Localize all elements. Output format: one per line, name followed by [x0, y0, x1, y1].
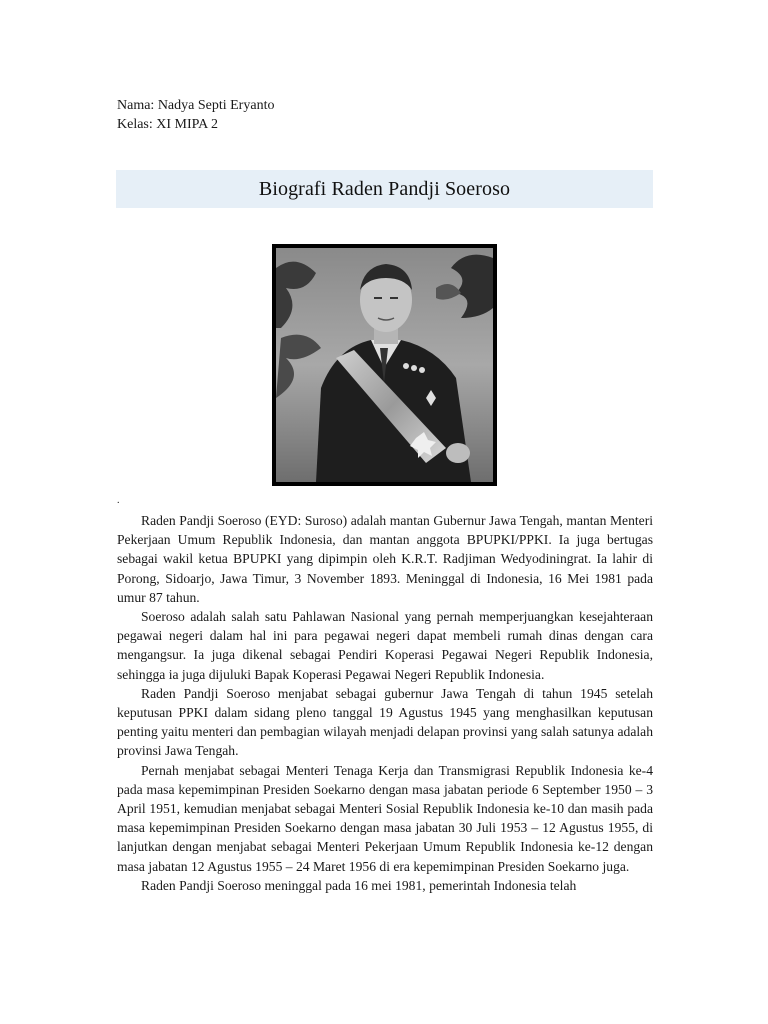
student-name: Nama: Nadya Septi Eryanto — [117, 98, 275, 113]
portrait-photo — [272, 244, 497, 486]
paragraph: Raden Pandji Soeroso (EYD: Suroso) adalah mantan Gubernur Jawa Tengah, mantan Menteri Pekerjaan Umum Republik Indonesia, dan mantan anggota BPUPKI/PPKI. Ia juga bertugas sebagai wakil ketua BPUPKI yang dipimpin oleh K.R.T. Radjiman Wedyodiningrat. Ia lahir di Porong, Sidoarjo, Jawa Timur, 3 November 1893. Meninggal di Indonesia, 16 Mei 1981 pada umur 87 tahun. — [117, 513, 653, 605]
paragraph: Raden Pandji Soeroso meninggal pada 16 mei 1981, pemerintah Indonesia telah — [141, 877, 577, 893]
paragraph: Soeroso adalah salah satu Pahlawan Nasional yang pernah memperjuangkan kesejahteraan pegawai negeri dalam hal ini para pegawai negeri dapat membeli rumah dinas dengan cara mengangsur. Ia juga dikenal sebagai Pendiri Koperasi Pegawai Negeri Republik Indonesia, sehingga ia juga dijuluki Bapak Koperasi Pegawai Negeri Republik Indonesia. — [117, 609, 653, 682]
portrait-image — [276, 248, 493, 482]
student-info — [117, 96, 274, 134]
document-title: Biografi Raden Pandji Soeroso — [258, 177, 511, 200]
paragraph: Raden Pandji Soeroso menjabat sebagai gubernur Jawa Tengah di tahun 1945 setelah keputusan PPKI dalam sidang pleno tanggal 19 Agustus 1945 yang menghasilkan keputusan penting yaitu menteri dan pembagian wilayah menjadi delapan provinsi yang salah satunya adalah provinsi Jawa Tengah. — [117, 685, 653, 759]
biography-body — [117, 511, 653, 895]
title-band — [116, 170, 653, 208]
separator-dot: . — [117, 495, 120, 506]
paragraph: Pernah menjabat sebagai Menteri Tenaga Kerja dan Transmigrasi Republik Indonesia ke-4 pada masa kepemimpinan Presiden Soekarno dengan masa jabatan periode 6 September 1950 – 3 April 1951, kemudian menjabat sebagai Menteri Sosial Republik Indonesia ke-10 dan masih pada masa kepemimpinan Presiden Soekarno dengan masa jabatan 30 Juli 1953 – 12 Agustus 1955, di lanjutkan dengan menjabat sebagai Menteri Pekerjaan Umum Republik Indonesia ke-12 dengan masa jabatan 12 Agustus 1955 – 24 Maret 1956 di era kepemimpinan Presiden Soekarno juga. — [117, 762, 653, 874]
student-class: Kelas: XI MIPA 2 — [117, 117, 218, 132]
